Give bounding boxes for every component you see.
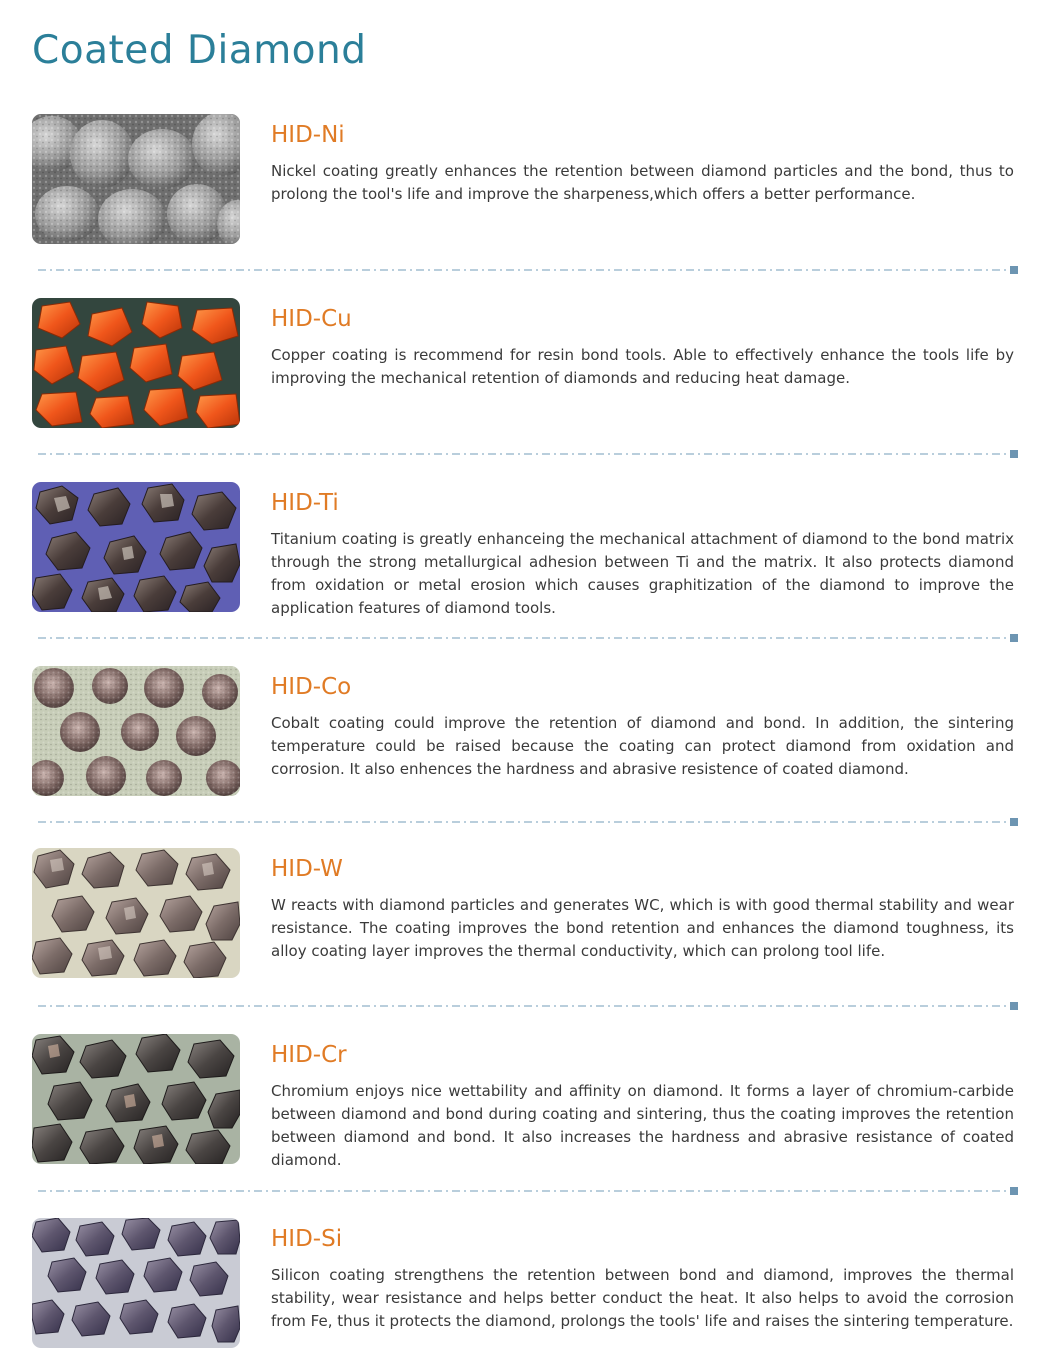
product-entry-si bbox=[32, 1218, 1022, 1352]
copper-coated-diamond-image bbox=[32, 298, 240, 428]
section-divider bbox=[38, 450, 1018, 458]
page-title: Coated Diamond bbox=[32, 28, 367, 73]
product-name: HID-W bbox=[271, 856, 343, 882]
product-entry-cr bbox=[32, 1034, 1022, 1168]
product-name: HID-Ni bbox=[271, 122, 345, 148]
product-entry-ni bbox=[32, 114, 1022, 248]
silicon-coated-diamond-image bbox=[32, 1218, 240, 1348]
product-name: HID-Cr bbox=[271, 1042, 347, 1068]
tungsten-coated-diamond-image bbox=[32, 848, 240, 978]
product-description: Titanium coating is greatly enhanceing the mechanical attachment of diamond to the bond matrix through the strong metallurgical adhesion between Ti and the matrix. It also protects diamond from oxidation or metal erosion which causes graphitization of the diamond to improve the application features of diamond tools. bbox=[271, 530, 1014, 617]
titanium-coated-diamond-image bbox=[32, 482, 240, 612]
section-divider bbox=[38, 634, 1018, 642]
product-entry-co bbox=[32, 666, 1022, 800]
cobalt-coated-diamond-image bbox=[32, 666, 240, 796]
product-description: Nickel coating greatly enhances the retention between diamond particles and the bond, thus to prolong the tool's life and improve the sharpeness,which offers a better performance. bbox=[271, 162, 1014, 203]
chromium-coated-diamond-image bbox=[32, 1034, 240, 1164]
product-entry-cu bbox=[32, 298, 1022, 432]
product-entry-w bbox=[32, 848, 1022, 982]
product-entry-ti bbox=[32, 482, 1022, 616]
section-divider bbox=[38, 1187, 1018, 1195]
section-divider bbox=[38, 1002, 1018, 1010]
product-description: Copper coating is recommend for resin bond tools. Able to effectively enhance the tools life by improving the mechanical retention of diamonds and reducing heat damage. bbox=[271, 346, 1014, 387]
product-description: Silicon coating strengthens the retention between bond and diamond, improves the thermal stability, wear resistance and helps better conduct the heat. It also helps to avoid the corrosion from Fe, thus it protects the diamond, prolongs the tools' life and raises the sintering temperature. bbox=[271, 1266, 1014, 1330]
product-description: Chromium enjoys nice wettability and affinity on diamond. It forms a layer of chromium-carbide between diamond and bond during coating and sintering, thus the coating improves the retention between diamond and bond. It also increases the hardness and abrasive resistance of coated diamond. bbox=[271, 1082, 1014, 1169]
product-description: W reacts with diamond particles and generates WC, which is with good thermal stability and wear resistance. The coating improves the bond retention and enhances the diamond toughness, its alloy coating layer improves the thermal conductivity, which can prolong tool life. bbox=[271, 896, 1014, 960]
product-name: HID-Si bbox=[271, 1226, 343, 1252]
product-name: HID-Co bbox=[271, 674, 352, 700]
product-description: Cobalt coating could improve the retention of diamond and bond. In addition, the sintering temperature could be raised because the coating can protect diamond from oxidation and corrosion. It also enhences the hardness and abrasive resistence of coated diamond. bbox=[271, 714, 1014, 778]
product-name: HID-Cu bbox=[271, 306, 352, 332]
section-divider bbox=[38, 266, 1018, 274]
nickel-coated-diamond-image bbox=[32, 114, 240, 244]
section-divider bbox=[38, 818, 1018, 826]
product-name: HID-Ti bbox=[271, 490, 339, 516]
